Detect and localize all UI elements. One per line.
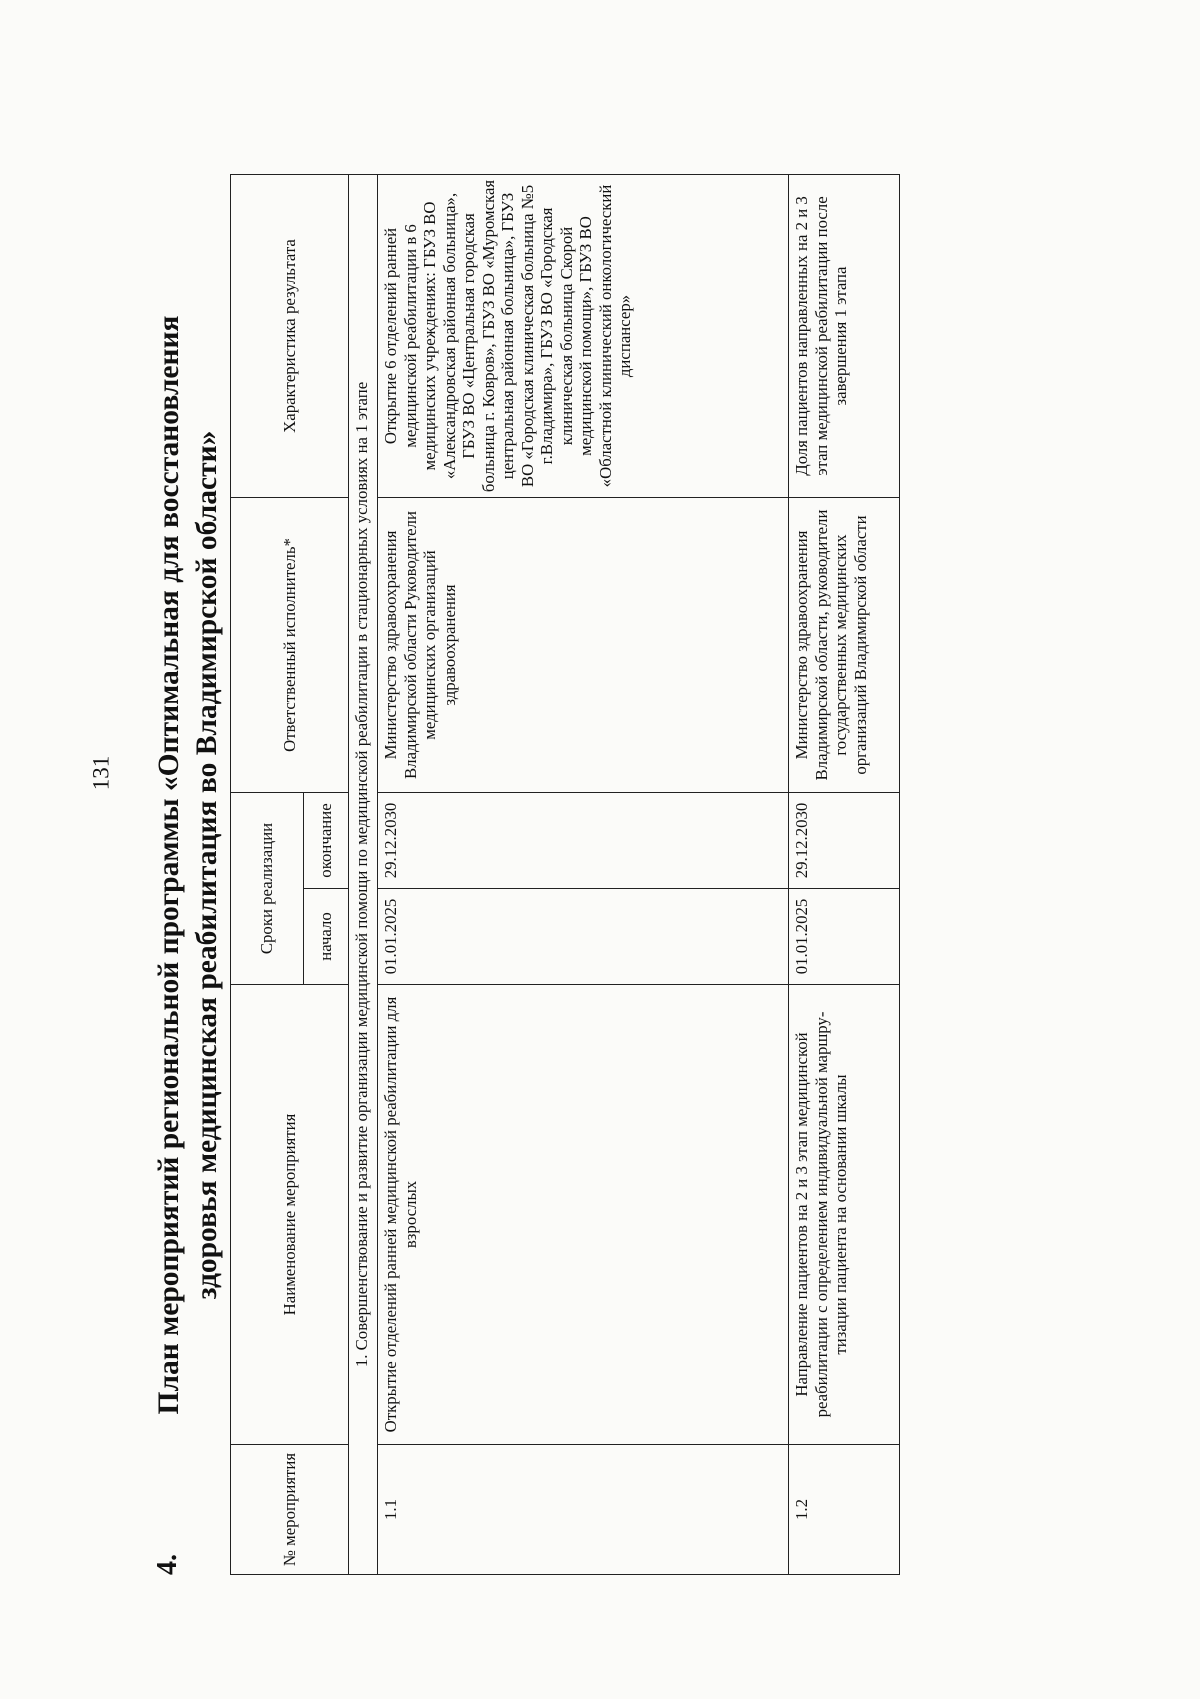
table-row	[378, 174, 789, 1574]
row-executor: Министерство здравоохранения Владимирской области, руководители государственных медицинских организаций Владимирской области	[789, 497, 900, 792]
header-name: Наименование мероприятия	[231, 985, 349, 1445]
header-end: окончание	[304, 792, 349, 888]
row-number: 1.2	[789, 1445, 900, 1575]
table-header-row	[231, 174, 304, 1574]
row-number: 1.1	[378, 1445, 789, 1575]
header-executor: Ответственный исполнитель*	[231, 497, 349, 792]
heading-title-line-2: здоровья медицинская реабилитация во Владимирской области»	[191, 430, 223, 1300]
header-start: начало	[304, 889, 349, 985]
activity-plan-table	[230, 174, 900, 1575]
row-result: Открытие 6 отделений ранней медицинской реабилитации в 6 медицинских учреждениях: ГБУЗ ВО «Александровская районная больница», ГБУЗ ВО «Центральная городская больница г. Ковров», ГБУЗ ВО «Муромская центральная районная больница», ГБУЗ ВО «Городская клиническая больница №5 г.Владимира», ГБУЗ ВО «Городская клиническая больница Скорой медицинской помощи», ГБУЗ ВО «Областной клинический онкологический диспансер»	[378, 174, 789, 497]
row-name: Открытие отделений ранней медицинской реабилитации для взрослых	[378, 985, 789, 1445]
heading-title-line-1: План мероприятий региональной программы «Оптимальная для восстановления	[153, 315, 185, 1415]
row-start: 01.01.2025	[789, 889, 900, 985]
row-name: Направление пациентов на 2 и 3 этап медицинской реабилитации с определением индивидуальной маршру-тизации пациента на основании шкалы	[789, 985, 900, 1445]
row-result: Доля пациентов направленных на 2 и 3 этап медицинской реабилитации после завершения 1 этапа	[789, 174, 900, 497]
row-start: 01.01.2025	[378, 889, 789, 985]
row-end: 29.12.2030	[378, 792, 789, 888]
page-number: 131	[88, 755, 114, 791]
header-number: № мероприятия	[231, 1445, 349, 1575]
document-heading	[150, 175, 230, 1575]
section-title: 1. Совершенствование и развитие организации медицинской помощи по медицинской реабилитации в стационарных условиях на 1 этапе	[349, 174, 378, 1574]
row-end: 29.12.2030	[789, 792, 900, 888]
rotated-page-content	[150, 175, 1050, 1575]
heading-number: 4.	[152, 1554, 183, 1575]
table-row	[789, 174, 900, 1574]
header-result: Характеристика результата	[231, 174, 349, 497]
header-terms: Сроки реализации	[231, 792, 304, 984]
row-executor: Министерство здравоохранения Владимирской области Руководители медицинских организаций здравоохранения	[378, 497, 789, 792]
section-row	[349, 174, 378, 1574]
